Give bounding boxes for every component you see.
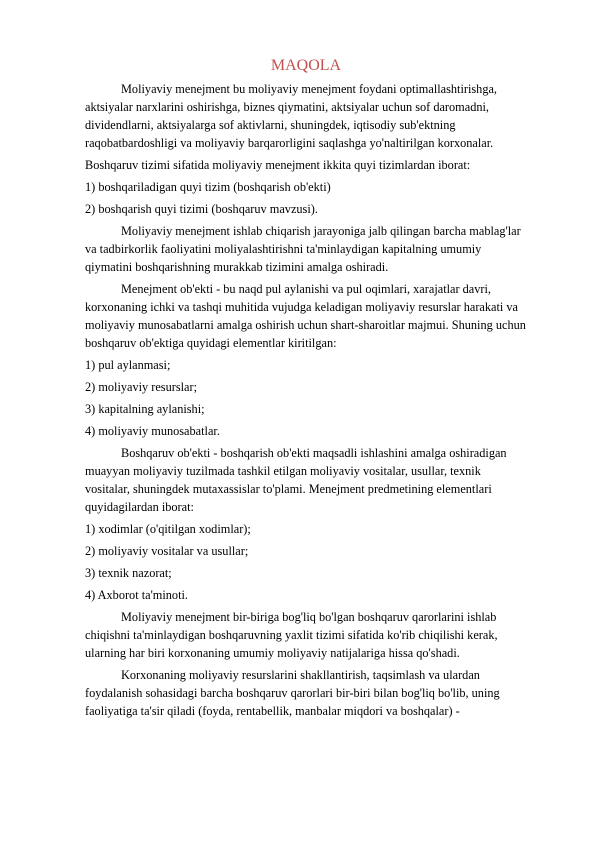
- list-item: 1) boshqariladigan quyi tizim (boshqarish ob'ekti): [85, 180, 331, 194]
- document-page: [85, 56, 527, 724]
- paragraph-management-subject: Boshqaruv ob'ekti - boshqarish ob'ekti maqsadli ishlashini amalga oshiradigan muayyan moliyaviy tuzilmada tashkil etilgan moliyaviy vositalar, usullar, texnik vositalar, shuningdek mutaxassislar to'plami. Menejment predmetining elementlari quyidagilardan iborat:: [85, 446, 507, 514]
- list-item: 1) xodimlar (o'qitilgan xodimlar);: [85, 522, 251, 536]
- list-item: 4) moliyaviy munosabatlar.: [85, 424, 220, 438]
- paragraph-capital: Moliyaviy menejment ishlab chiqarish jarayoniga jalb qilingan barcha mablag'lar va tadbirkorlik faoliyatini moliyalashtirishni ta'minlaydigan kapitalning umumiy qiymatini boshqarishning murakkab tizimini amalga oshiradi.: [85, 224, 521, 274]
- list-item: 3) kapitalning aylanishi;: [85, 402, 205, 416]
- list-item: 3) texnik nazorat;: [85, 566, 172, 580]
- list-item: 2) moliyaviy resurslar;: [85, 380, 198, 394]
- document-title: MAQOLA: [270, 57, 342, 74]
- paragraph-intro: Moliyaviy menejment bu moliyaviy menejment foydani optimallashtirishga, aktsiyalar narxlarini oshirishga, biznes qiymatini, aktsiyalar uchun sof daromadni, dividendlarni, aktsiyalarga sof aktivlarni, shuningdek, iqtisodiy sub'ektning raqobatbardoshligi va moliyaviy barqarorligini saqlashga yo'naltirilgan korxonalar.: [85, 82, 498, 150]
- list-item: 4) Axborot ta'minoti.: [85, 588, 188, 602]
- paragraph-subsystems: Boshqaruv tizimi sifatida moliyaviy menejment ikkita quyi tizimlardan iborat:: [85, 158, 471, 172]
- list-item: 2) moliyaviy vositalar va usullar;: [85, 544, 249, 558]
- paragraph-decisions: Korxonaning moliyaviy resurslarini shakllantirish, taqsimlash va ulardan foydalanish sohasidagi barcha boshqaruv qarorlari bir-biri bilan bog'liq bo'lib, uning faoliyatiga ta'sir qiladi (foyda, rentabellik, manbalar miqdori va boshqalar) -: [85, 668, 500, 718]
- list-item: 1) pul aylanmasi;: [85, 358, 171, 372]
- list-item: 2) boshqarish quyi tizimi (boshqaruv mavzusi).: [85, 202, 318, 216]
- paragraph-management-object: Menejment ob'ekti - bu naqd pul aylanishi va pul oqimlari, xarajatlar davri, korxonaning ichki va tashqi muhitida vujudga keladigan moliyaviy resurslar harakati va moliyaviy munosabatlarni amalga oshirish uchun shart-sharoitlar majmui. Shuning uchun boshqaruv ob'ektiga quyidagi elementlar kiritilgan:: [85, 282, 526, 350]
- paragraph-integrated-system: Moliyaviy menejment bir-biriga bog'liq bo'lgan boshqaruv qarorlarini ishlab chiqishni ta'minlaydigan boshqaruvning yaxlit tizimi sifatida ko'rib chiqilishi kerak, ularning har biri korxonaning umumiy moliyaviy natijalariga hissa qo'shadi.: [85, 610, 498, 660]
